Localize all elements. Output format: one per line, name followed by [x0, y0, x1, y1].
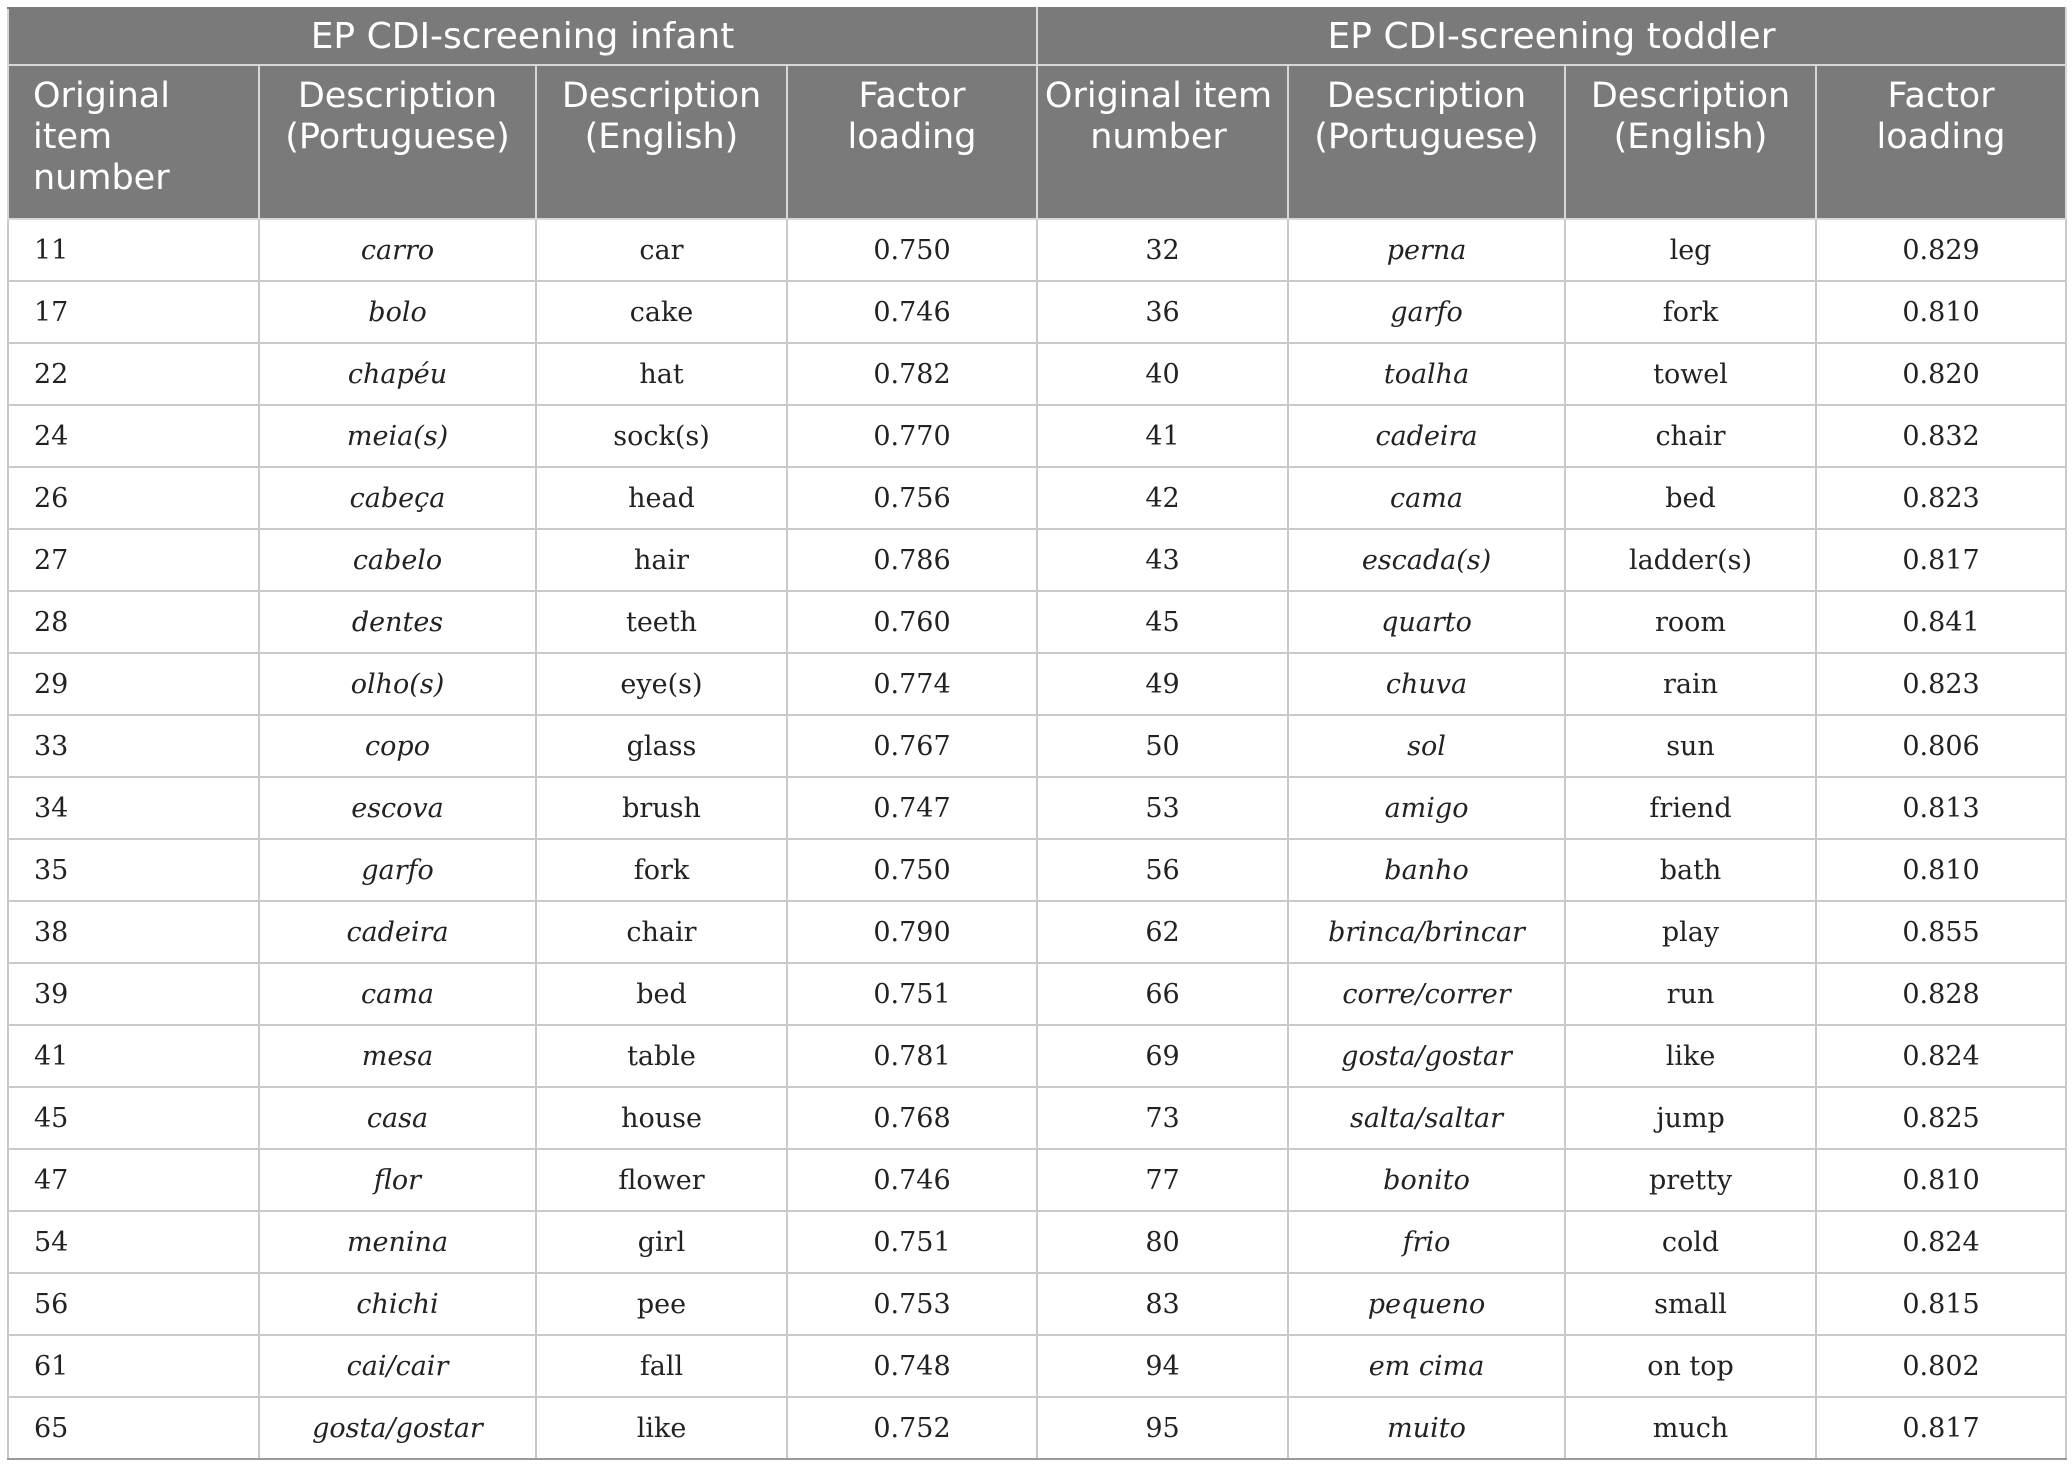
- infant-english-word: sock(s): [536, 405, 787, 467]
- toddler-portuguese-word: toalha: [1288, 343, 1565, 405]
- toddler-english-word: rain: [1565, 653, 1816, 715]
- toddler-item-number: 66: [1037, 963, 1288, 1025]
- infant-factor-loading: 0.782: [787, 343, 1037, 405]
- toddler-factor-loading: 0.823: [1816, 467, 2066, 529]
- toddler-factor-loading: 0.806: [1816, 715, 2066, 777]
- toddler-portuguese-header: Description (Portuguese): [1288, 65, 1565, 219]
- toddler-portuguese-word: cama: [1288, 467, 1565, 529]
- infant-english-word: glass: [536, 715, 787, 777]
- infant-factor-loading: 0.751: [787, 963, 1037, 1025]
- toddler-item-number: 40: [1037, 343, 1288, 405]
- infant-portuguese-word: cabeça: [259, 467, 536, 529]
- group-header-row: [8, 8, 2066, 65]
- factor-loading-table: [7, 7, 2067, 1460]
- toddler-portuguese-word: perna: [1288, 219, 1565, 281]
- table-row: [8, 1335, 2066, 1397]
- infant-factor-loading: 0.786: [787, 529, 1037, 591]
- toddler-item-number: 69: [1037, 1025, 1288, 1087]
- infant-factor-loading: 0.768: [787, 1087, 1037, 1149]
- table-row: [8, 963, 2066, 1025]
- infant-factor-loading: 0.751: [787, 1211, 1037, 1273]
- toddler-factor-loading: 0.817: [1816, 529, 2066, 591]
- toddler-factor-loading: 0.832: [1816, 405, 2066, 467]
- infant-factor-loading: 0.760: [787, 591, 1037, 653]
- toddler-factor-loading: 0.841: [1816, 591, 2066, 653]
- table-row: [8, 901, 2066, 963]
- table-row: [8, 529, 2066, 591]
- toddler-factor-loading: 0.817: [1816, 1397, 2066, 1459]
- infant-item-number: 35: [8, 839, 259, 901]
- toddler-item-number-header: Original item number: [1037, 65, 1288, 219]
- infant-item-number: 56: [8, 1273, 259, 1335]
- infant-item-number: 29: [8, 653, 259, 715]
- infant-portuguese-word: mesa: [259, 1025, 536, 1087]
- toddler-english-word: on top: [1565, 1335, 1816, 1397]
- toddler-portuguese-word: chuva: [1288, 653, 1565, 715]
- toddler-item-number: 45: [1037, 591, 1288, 653]
- toddler-item-number: 42: [1037, 467, 1288, 529]
- toddler-factor-loading: 0.810: [1816, 281, 2066, 343]
- toddler-english-word: friend: [1565, 777, 1816, 839]
- toddler-english-header: Description (English): [1565, 65, 1816, 219]
- toddler-factor-loading: 0.828: [1816, 963, 2066, 1025]
- infant-portuguese-word: meia(s): [259, 405, 536, 467]
- table-header: [8, 8, 2066, 219]
- toddler-portuguese-word: escada(s): [1288, 529, 1565, 591]
- infant-factor-loading: 0.748: [787, 1335, 1037, 1397]
- table-row: [8, 839, 2066, 901]
- toddler-portuguese-word: muito: [1288, 1397, 1565, 1459]
- toddler-portuguese-word: bonito: [1288, 1149, 1565, 1211]
- toddler-item-number: 53: [1037, 777, 1288, 839]
- toddler-item-number: 56: [1037, 839, 1288, 901]
- toddler-factor-loading: 0.815: [1816, 1273, 2066, 1335]
- infant-portuguese-word: gosta/gostar: [259, 1397, 536, 1459]
- infant-english-word: pee: [536, 1273, 787, 1335]
- infant-factor-loading: 0.752: [787, 1397, 1037, 1459]
- toddler-portuguese-word: pequeno: [1288, 1273, 1565, 1335]
- toddler-factor-loading: 0.825: [1816, 1087, 2066, 1149]
- toddler-english-word: pretty: [1565, 1149, 1816, 1211]
- infant-english-word: table: [536, 1025, 787, 1087]
- toddler-english-word: play: [1565, 901, 1816, 963]
- infant-english-word: fork: [536, 839, 787, 901]
- infant-portuguese-word: dentes: [259, 591, 536, 653]
- toddler-factor-loading: 0.855: [1816, 901, 2066, 963]
- toddler-item-number: 77: [1037, 1149, 1288, 1211]
- column-header-row: [8, 65, 2066, 219]
- infant-portuguese-word: flor: [259, 1149, 536, 1211]
- infant-factor-loading: 0.746: [787, 1149, 1037, 1211]
- infant-portuguese-word: cama: [259, 963, 536, 1025]
- toddler-english-word: cold: [1565, 1211, 1816, 1273]
- toddler-item-number: 49: [1037, 653, 1288, 715]
- toddler-portuguese-word: gosta/gostar: [1288, 1025, 1565, 1087]
- infant-english-word: car: [536, 219, 787, 281]
- toddler-english-word: chair: [1565, 405, 1816, 467]
- toddler-factor-loading: 0.824: [1816, 1025, 2066, 1087]
- infant-portuguese-word: casa: [259, 1087, 536, 1149]
- infant-factor-loading: 0.746: [787, 281, 1037, 343]
- toddler-english-word: jump: [1565, 1087, 1816, 1149]
- table-row: [8, 777, 2066, 839]
- infant-factor-loading: 0.770: [787, 405, 1037, 467]
- infant-factor-loading: 0.753: [787, 1273, 1037, 1335]
- infant-portuguese-word: cabelo: [259, 529, 536, 591]
- table-row: [8, 467, 2066, 529]
- infant-factor-loading: 0.756: [787, 467, 1037, 529]
- toddler-item-number: 83: [1037, 1273, 1288, 1335]
- toddler-factor-loading: 0.820: [1816, 343, 2066, 405]
- toddler-english-word: much: [1565, 1397, 1816, 1459]
- toddler-portuguese-word: corre/correr: [1288, 963, 1565, 1025]
- toddler-english-word: ladder(s): [1565, 529, 1816, 591]
- table-row: [8, 1149, 2066, 1211]
- infant-portuguese-word: chapéu: [259, 343, 536, 405]
- toddler-item-number: 80: [1037, 1211, 1288, 1273]
- toddler-group-header: EP CDI-screening toddler: [1037, 8, 2066, 65]
- table-row: [8, 715, 2066, 777]
- toddler-portuguese-word: frio: [1288, 1211, 1565, 1273]
- toddler-item-number: 94: [1037, 1335, 1288, 1397]
- infant-english-word: flower: [536, 1149, 787, 1211]
- toddler-english-word: small: [1565, 1273, 1816, 1335]
- infant-item-number: 33: [8, 715, 259, 777]
- table-row: [8, 653, 2066, 715]
- infant-portuguese-word: carro: [259, 219, 536, 281]
- toddler-item-number: 95: [1037, 1397, 1288, 1459]
- toddler-factor-loading: 0.829: [1816, 219, 2066, 281]
- infant-english-word: fall: [536, 1335, 787, 1397]
- table-body: [8, 219, 2066, 1459]
- infant-portuguese-word: cadeira: [259, 901, 536, 963]
- infant-english-word: eye(s): [536, 653, 787, 715]
- toddler-portuguese-word: sol: [1288, 715, 1565, 777]
- table-row: [8, 1025, 2066, 1087]
- infant-portuguese-word: copo: [259, 715, 536, 777]
- toddler-english-word: fork: [1565, 281, 1816, 343]
- infant-portuguese-word: cai/cair: [259, 1335, 536, 1397]
- toddler-english-word: bed: [1565, 467, 1816, 529]
- table-row: [8, 1211, 2066, 1273]
- infant-item-number: 45: [8, 1087, 259, 1149]
- infant-portuguese-word: olho(s): [259, 653, 536, 715]
- toddler-factor-loading: 0.810: [1816, 839, 2066, 901]
- toddler-english-word: run: [1565, 963, 1816, 1025]
- infant-english-word: girl: [536, 1211, 787, 1273]
- infant-english-word: head: [536, 467, 787, 529]
- infant-factor-loading: 0.767: [787, 715, 1037, 777]
- table-row: [8, 281, 2066, 343]
- infant-portuguese-word: chichi: [259, 1273, 536, 1335]
- toddler-portuguese-word: garfo: [1288, 281, 1565, 343]
- table-row: [8, 343, 2066, 405]
- infant-factor-loading: 0.747: [787, 777, 1037, 839]
- infant-portuguese-header: Description (Portuguese): [259, 65, 536, 219]
- toddler-english-word: room: [1565, 591, 1816, 653]
- infant-item-number: 24: [8, 405, 259, 467]
- toddler-factor-loading: 0.824: [1816, 1211, 2066, 1273]
- infant-item-number: 39: [8, 963, 259, 1025]
- toddler-english-word: towel: [1565, 343, 1816, 405]
- factor-loading-table-container: [7, 7, 2065, 1460]
- toddler-portuguese-word: brinca/brincar: [1288, 901, 1565, 963]
- toddler-item-number: 73: [1037, 1087, 1288, 1149]
- infant-item-number: 26: [8, 467, 259, 529]
- infant-item-number: 61: [8, 1335, 259, 1397]
- toddler-factor-loading: 0.823: [1816, 653, 2066, 715]
- toddler-item-number: 43: [1037, 529, 1288, 591]
- infant-factor-loading: 0.750: [787, 219, 1037, 281]
- toddler-item-number: 62: [1037, 901, 1288, 963]
- table-row: [8, 1087, 2066, 1149]
- infant-item-number: 11: [8, 219, 259, 281]
- infant-portuguese-word: garfo: [259, 839, 536, 901]
- infant-english-word: bed: [536, 963, 787, 1025]
- table-row: [8, 1273, 2066, 1335]
- toddler-factor-loading: 0.813: [1816, 777, 2066, 839]
- table-row: [8, 405, 2066, 467]
- toddler-item-number: 32: [1037, 219, 1288, 281]
- toddler-portuguese-word: amigo: [1288, 777, 1565, 839]
- infant-loading-header: Factor loading: [787, 65, 1037, 219]
- infant-item-number: 17: [8, 281, 259, 343]
- infant-item-number: 41: [8, 1025, 259, 1087]
- toddler-english-word: leg: [1565, 219, 1816, 281]
- infant-english-word: hat: [536, 343, 787, 405]
- toddler-item-number: 50: [1037, 715, 1288, 777]
- infant-english-header: Description (English): [536, 65, 787, 219]
- toddler-english-word: bath: [1565, 839, 1816, 901]
- infant-item-number: 54: [8, 1211, 259, 1273]
- infant-item-number: 22: [8, 343, 259, 405]
- table-row: [8, 219, 2066, 281]
- infant-factor-loading: 0.790: [787, 901, 1037, 963]
- infant-item-number: 27: [8, 529, 259, 591]
- toddler-factor-loading: 0.802: [1816, 1335, 2066, 1397]
- infant-item-number: 38: [8, 901, 259, 963]
- infant-english-word: teeth: [536, 591, 787, 653]
- infant-factor-loading: 0.774: [787, 653, 1037, 715]
- infant-english-word: brush: [536, 777, 787, 839]
- toddler-portuguese-word: banho: [1288, 839, 1565, 901]
- infant-english-word: hair: [536, 529, 787, 591]
- infant-group-header: EP CDI-screening infant: [8, 8, 1037, 65]
- infant-english-word: cake: [536, 281, 787, 343]
- infant-factor-loading: 0.781: [787, 1025, 1037, 1087]
- toddler-english-word: like: [1565, 1025, 1816, 1087]
- toddler-loading-header: Factor loading: [1816, 65, 2066, 219]
- infant-english-word: like: [536, 1397, 787, 1459]
- infant-item-number: 47: [8, 1149, 259, 1211]
- infant-english-word: house: [536, 1087, 787, 1149]
- infant-portuguese-word: escova: [259, 777, 536, 839]
- toddler-english-word: sun: [1565, 715, 1816, 777]
- toddler-portuguese-word: salta/saltar: [1288, 1087, 1565, 1149]
- table-row: [8, 591, 2066, 653]
- infant-item-number: 34: [8, 777, 259, 839]
- infant-english-word: chair: [536, 901, 787, 963]
- infant-factor-loading: 0.750: [787, 839, 1037, 901]
- infant-item-number: 65: [8, 1397, 259, 1459]
- toddler-portuguese-word: quarto: [1288, 591, 1565, 653]
- table-row: [8, 1397, 2066, 1459]
- toddler-portuguese-word: cadeira: [1288, 405, 1565, 467]
- infant-portuguese-word: bolo: [259, 281, 536, 343]
- infant-portuguese-word: menina: [259, 1211, 536, 1273]
- toddler-item-number: 36: [1037, 281, 1288, 343]
- infant-item-number: 28: [8, 591, 259, 653]
- toddler-factor-loading: 0.810: [1816, 1149, 2066, 1211]
- infant-item-number-header: Original item number: [8, 65, 259, 219]
- toddler-item-number: 41: [1037, 405, 1288, 467]
- toddler-portuguese-word: em cima: [1288, 1335, 1565, 1397]
